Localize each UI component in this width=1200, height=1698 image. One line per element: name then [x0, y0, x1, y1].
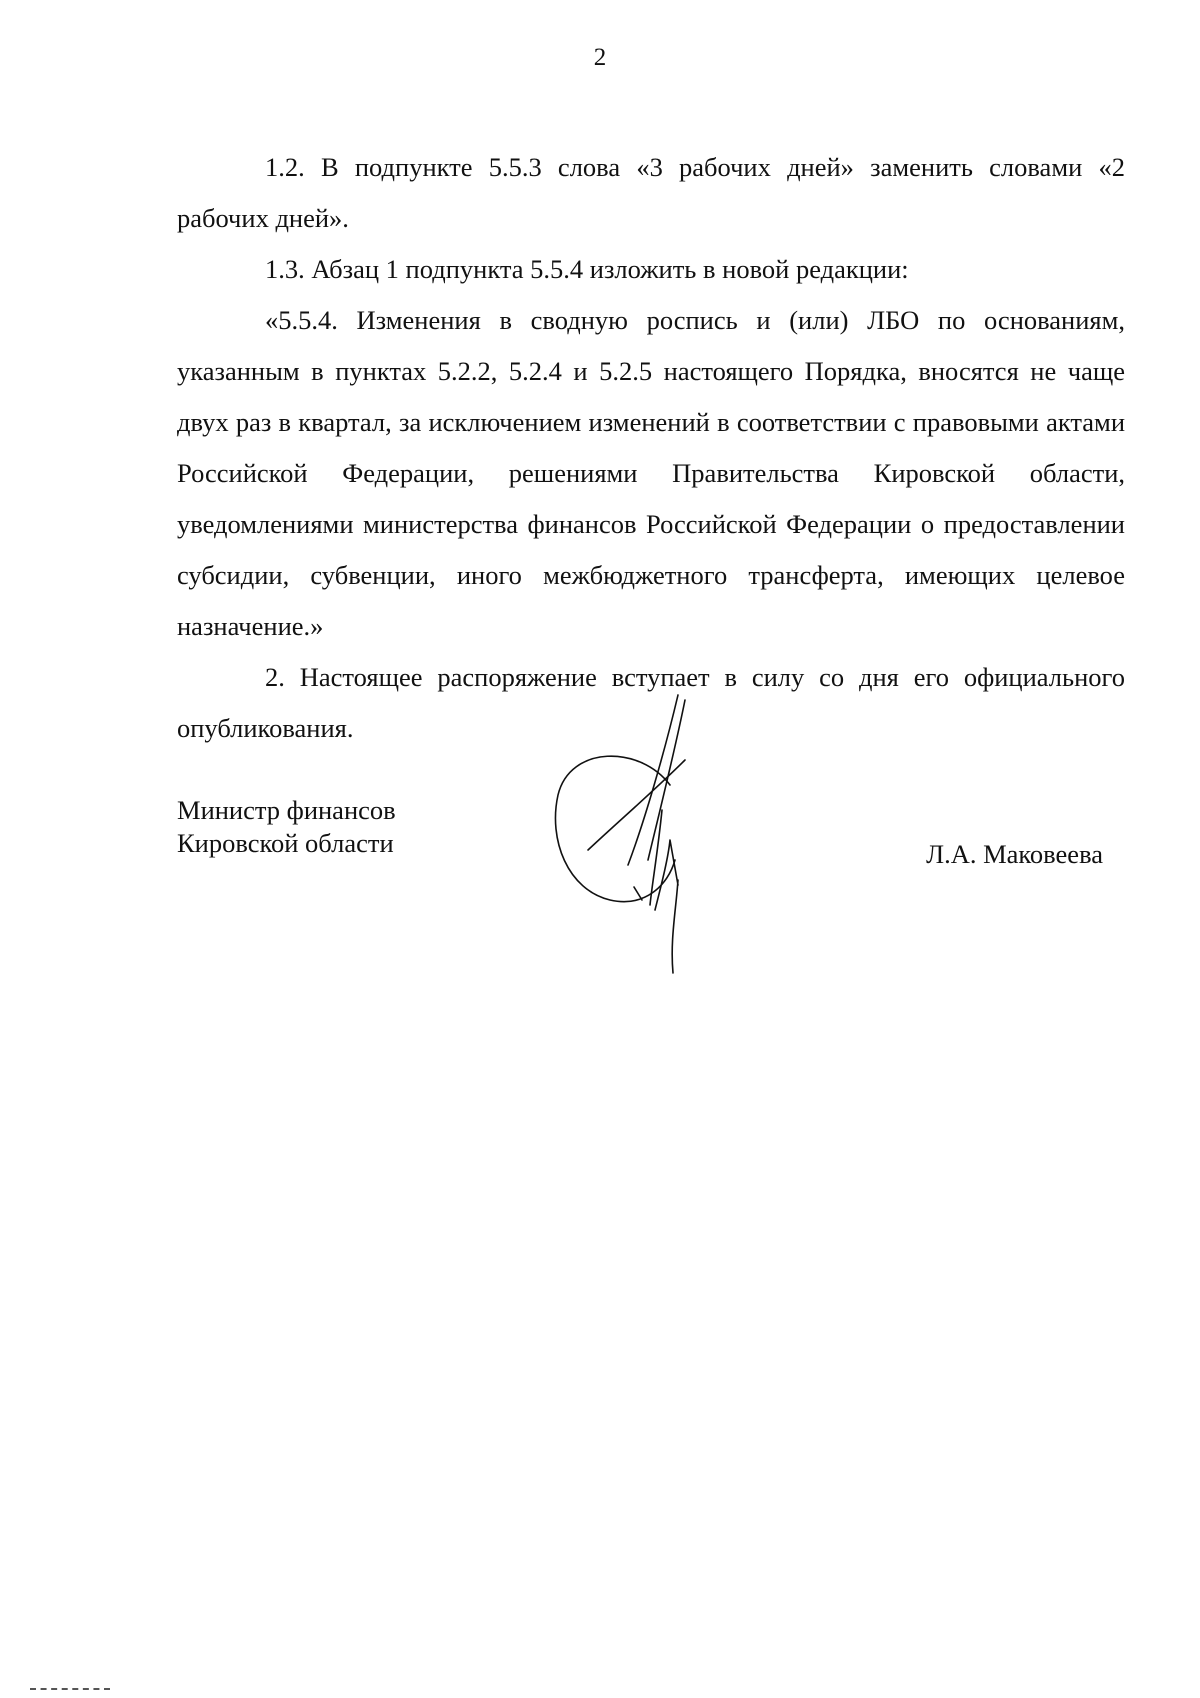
handwritten-signature-icon: [550, 690, 750, 980]
paragraph-1-3: 1.3. Абзац 1 подпункта 5.5.4 изложить в новой редакции:: [265, 254, 909, 284]
document-body: [177, 142, 1125, 754]
signatory-position: [177, 794, 396, 860]
paragraph-5-5-4-quote: «5.5.4. Изменения в сводную роспись и (или) ЛБО по основаниям, указанным в пунктах 5.2.2, 5.2.4 и 5.2.5 настоящего Порядка, вносятся не чаще двух раз в квартал, за исключением изменений в соответствии с правовыми актами Российской Федерации, решениями Правительства Кировской области, уведомлениями министерства финансов Российской Федерации о предоставлении субсидии, субвенции, иного межбюджетного трансферта, имеющих целевое назначение.»: [177, 305, 1125, 641]
signatory-position-line-1: Министр финансов: [177, 795, 396, 825]
scan-artifact-divider: [30, 1688, 110, 1693]
paragraph-1-2: 1.2. В подпункте 5.5.3 слова «3 рабочих дней» заменить словами «2 рабочих дней».: [177, 152, 1125, 233]
signatory-name: Л.А. Маковеева: [926, 839, 1103, 869]
page-number: 2: [593, 44, 607, 71]
signatory-position-line-2: Кировской области: [177, 828, 394, 858]
paragraph-2: 2. Настоящее распоряжение вступает в силу со дня его официального опубликования.: [177, 662, 1125, 743]
